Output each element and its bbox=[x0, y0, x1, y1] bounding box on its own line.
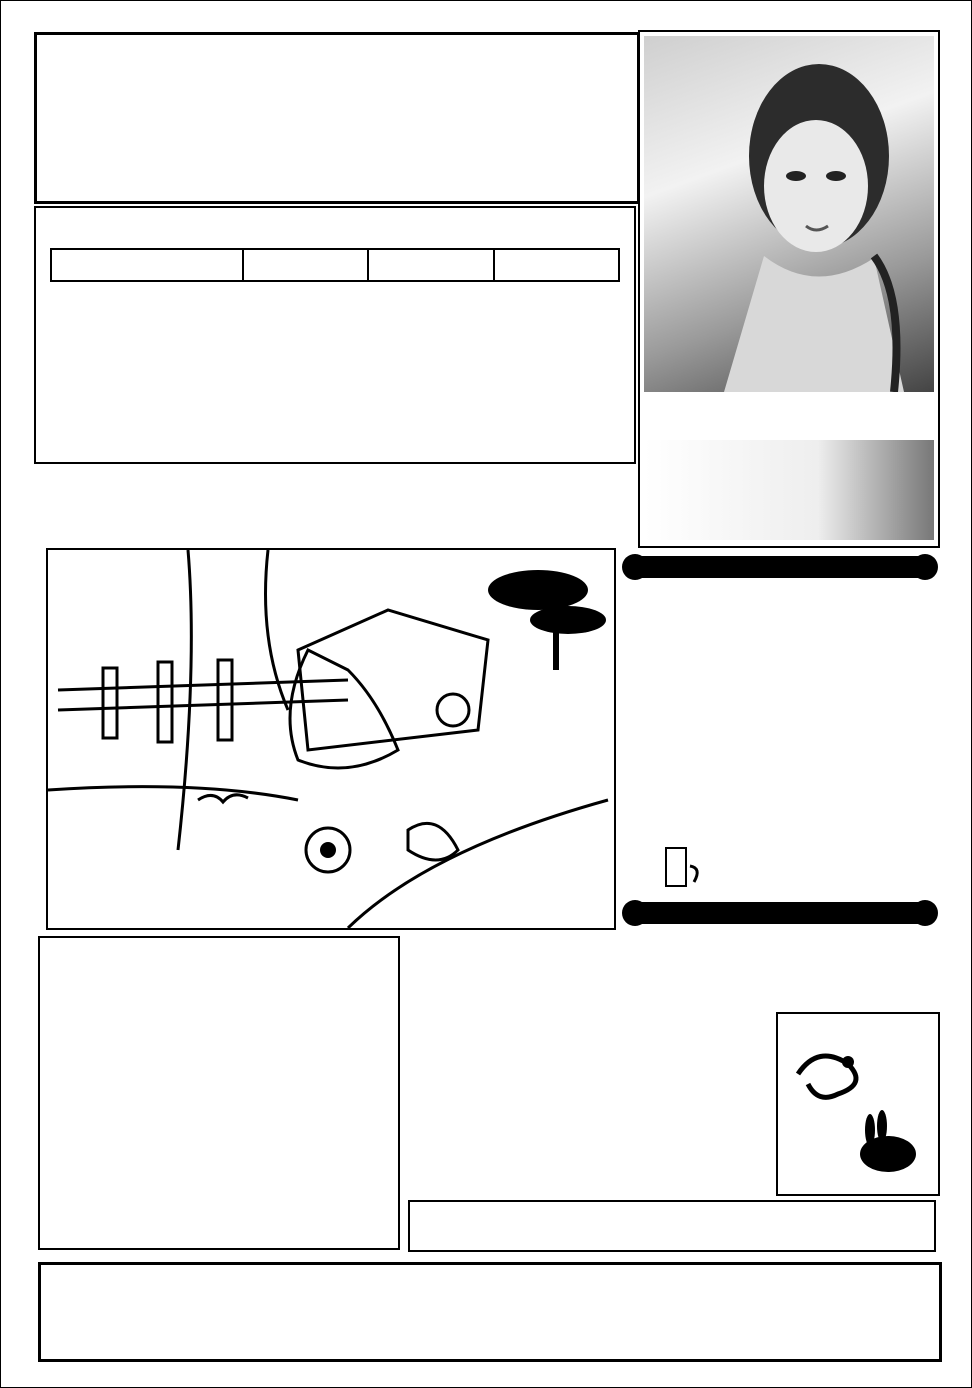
picks-box bbox=[38, 1262, 942, 1362]
landscape-picture bbox=[46, 548, 616, 930]
header-weak bbox=[368, 249, 493, 281]
portrait-illustration bbox=[644, 36, 934, 392]
key-point-box bbox=[38, 936, 400, 1250]
scroll-top-bar bbox=[630, 556, 930, 578]
portrait-photo bbox=[644, 36, 934, 392]
publisher-info bbox=[644, 440, 934, 540]
top-border-strip bbox=[30, 2, 940, 32]
landscape-illustration bbox=[48, 550, 614, 928]
analysis-box bbox=[34, 206, 636, 464]
money-tip bbox=[408, 1200, 936, 1252]
scroll-top-right-knob bbox=[912, 554, 938, 580]
header-provide bbox=[494, 249, 619, 281]
analysis-header-row bbox=[51, 249, 619, 281]
analysis-table bbox=[50, 248, 620, 282]
zodiac-illustration bbox=[776, 1012, 940, 1196]
left-border-strip bbox=[2, 30, 32, 1358]
header-strong bbox=[243, 249, 368, 281]
scroll-bottom-right-knob bbox=[912, 900, 938, 926]
seal-stamp-icon bbox=[664, 846, 704, 890]
scroll-bottom-left-knob bbox=[622, 900, 648, 926]
right-border-strip bbox=[940, 30, 970, 1358]
page-title bbox=[40, 36, 632, 194]
dragon-rabbit-icon bbox=[778, 1014, 934, 1190]
scroll-top-left-knob bbox=[622, 554, 648, 580]
scroll-bottom-bar bbox=[630, 902, 930, 924]
header-door bbox=[51, 249, 243, 281]
